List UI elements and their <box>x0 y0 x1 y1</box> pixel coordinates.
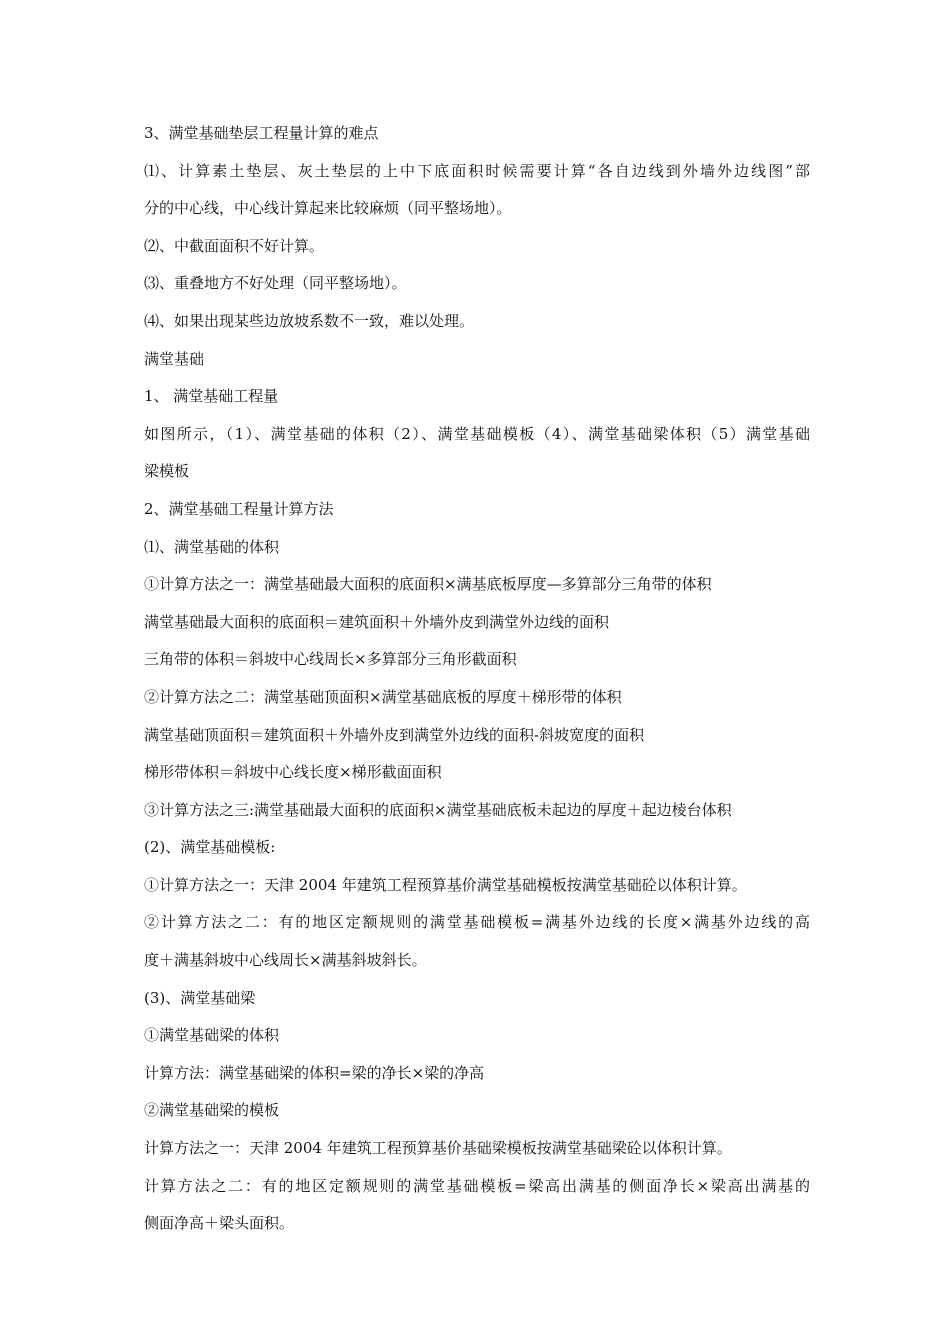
subsection-heading: 2、满堂基础工程量计算方法 <box>144 499 334 518</box>
paragraph-line: 侧面净高＋梁头面积。 <box>144 1214 295 1233</box>
item-heading: (2)、满堂基础模板: <box>144 838 276 857</box>
section-heading-raft-foundation: 满堂基础 <box>144 349 205 368</box>
paragraph-line: ②计算方法之二：满堂基础顶面积×满堂基础底板的厚度＋梯形带的体积 <box>144 687 622 706</box>
paragraph-line: ③计算方法之三:满堂基础最大面积的底面积×满堂基础底板未起边的厚度＋起边棱台体积 <box>144 800 732 819</box>
paragraph-line: ⑷、如果出现某些边放坡系数不一致，难以处理。 <box>144 311 475 330</box>
paragraph-line: ⑴、计算素土垫层、灰土垫层的上中下底面积时候需要计算“各自边线到外墙外边线图”部 <box>144 161 810 180</box>
paragraph-line: 计算方法：满堂基础梁的体积=梁的净长×梁的净高 <box>144 1063 485 1082</box>
paragraph-line: 梁模板 <box>144 462 190 481</box>
paragraph-line: 如图所示，（1）、满堂基础的体积（2）、满堂基础模板（4）、满堂基础梁体积（5）满堂基础 <box>144 424 810 443</box>
paragraph-line: 梯形带体积＝斜坡中心线长度×梯形截面面积 <box>144 763 442 782</box>
item-heading: ⑴、满堂基础的体积 <box>144 537 280 556</box>
paragraph-line: 满堂基础最大面积的底面积＝建筑面积＋外墙外皮到满堂外边线的面积 <box>144 612 610 631</box>
paragraph-line: 度＋满基斜坡中心线周长×满基斜坡斜长。 <box>144 951 427 970</box>
paragraph-line: ⑵、中截面面积不好计算。 <box>144 236 325 255</box>
paragraph-line: ①计算方法之一：天津 2004 年建筑工程预算基价满堂基础模板按满堂基础砼以体积计算。 <box>144 875 747 894</box>
section-heading-cushion-difficulties: 3、满堂基础垫层工程量计算的难点 <box>144 124 379 142</box>
paragraph-line: ②满堂基础梁的模板 <box>144 1101 280 1120</box>
paragraph-line: 计算方法之一：天津 2004 年建筑工程预算基价基础梁模板按满堂基础梁砼以体积计算。 <box>144 1139 732 1158</box>
paragraph-line: 分的中心线，中心线计算起来比较麻烦（同平整场地）。 <box>144 199 512 218</box>
paragraph-line: ⑶、重叠地方不好处理（同平整场地）。 <box>144 274 407 293</box>
item-heading: (3)、满堂基础梁 <box>144 988 256 1007</box>
paragraph-line: 计算方法之二：有的地区定额规则的满堂基础模板=梁高出满基的侧面净长×梁高出满基的 <box>144 1176 810 1195</box>
subsection-heading: 1、 满堂基础工程量 <box>144 387 279 406</box>
paragraph-line: 三角带的体积＝斜坡中心线周长×多算部分三角形截面积 <box>144 650 517 669</box>
paragraph-line: ②计算方法之二：有的地区定额规则的满堂基础模板=满基外边线的长度×满基外边线的高 <box>144 913 810 932</box>
document-body <box>144 115 810 1243</box>
paragraph-line: ①计算方法之一：满堂基础最大面积的底面积×满基底板厚度—多算部分三角带的体积 <box>144 575 712 594</box>
paragraph-line: 满堂基础顶面积＝建筑面积＋外墙外皮到满堂外边线的面积-斜坡宽度的面积 <box>144 725 645 744</box>
paragraph-line: ①满堂基础梁的体积 <box>144 1026 280 1045</box>
